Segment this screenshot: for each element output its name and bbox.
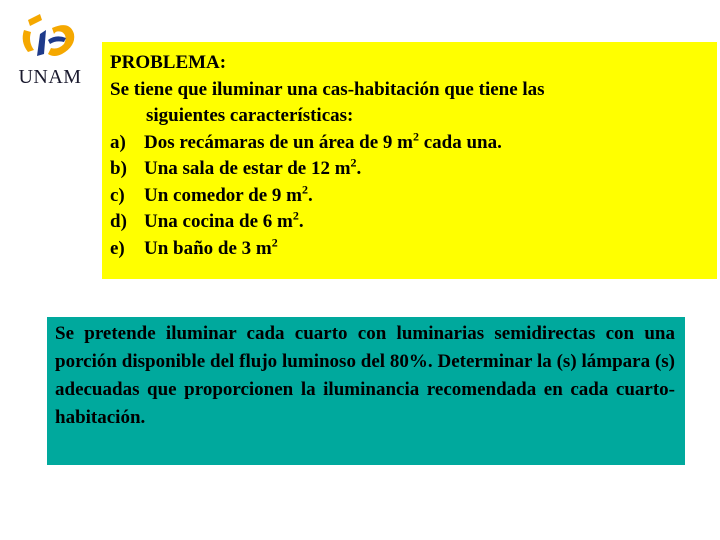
problem-item-e: [110, 236, 717, 263]
item-text: Una sala de estar de 12 $m^2$.: [144, 155, 362, 179]
item-letter: b): [110, 158, 127, 179]
description-box: [47, 317, 685, 465]
problem-intro-line1: Se tiene que iluminar una cas-habitación que tiene las: [110, 78, 545, 100]
problem-item-b: [110, 156, 717, 183]
item-text: Dos recámaras de un área de 9 $m^2$ cada una.: [144, 129, 502, 153]
item-text: Un baño de 3 $m^2$: [144, 235, 278, 259]
problem-title: PROBLEMA:: [110, 52, 227, 73]
problem-item-c: [110, 183, 717, 210]
problem-box: [102, 42, 717, 279]
problem-item-d: [110, 209, 717, 236]
item-letter: e): [110, 237, 125, 259]
unam-logo-text: UNAM: [18, 66, 82, 88]
item-letter: a): [110, 131, 126, 153]
problem-intro-line2: siguientes características:: [146, 105, 354, 126]
item-letter: c): [110, 184, 125, 206]
item-letter: d): [110, 211, 127, 232]
description-text: Se pretende iluminar cada cuarto con luminarias semidirectas con una porción disponible del flujo luminoso del 80%. Determinar la (s) lámpara (s) adecuadas que proporcionen la iluminancia recomendada en cada cuarto-habitación.: [55, 323, 675, 428]
unam-logo: [10, 12, 90, 92]
problem-item-a: [110, 130, 717, 157]
unam-logo-icon: [18, 12, 82, 68]
item-text: Un comedor de 9 $m^2$.: [144, 182, 313, 206]
item-text: Una cocina de 6 $m^2$.: [144, 208, 304, 232]
